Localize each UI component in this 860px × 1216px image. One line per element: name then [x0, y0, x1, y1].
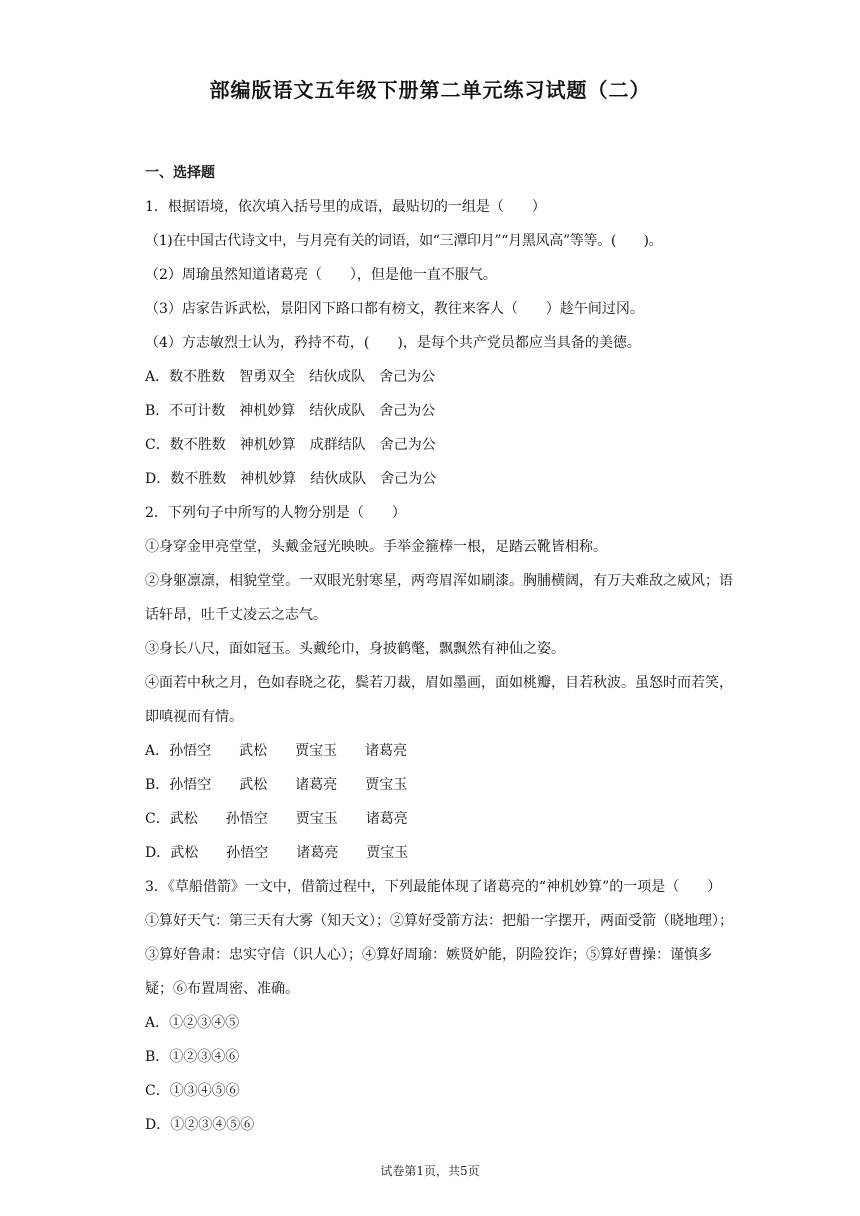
question-stem: 1．根据语境，依次填入括号里的成语，最贴切的一组是（ ）: [145, 199, 546, 215]
question-sub-item: ①算好天气：第三天有大雾（知天文）；②算好受箭方法：把船一字摆开，两面受箭（晓地理）；③算好鲁肃：忠实守信（识人心）；④算好周瑜：嫉贤妒能，阴险狡诈；⑤算好曹操：谨慎多疑；⑥布置周密、准确。: [145, 913, 733, 997]
option-b: B．①②③④⑥: [145, 1049, 240, 1065]
page-title: 部编版语文五年级下册第二单元练习试题（二）: [209, 78, 651, 102]
option-a: A．①②③④⑤: [145, 1015, 240, 1031]
page-footer: 试卷第1页，共5页: [380, 1164, 480, 1178]
question-sub-item: （4）方志敏烈士认为，矜持不苟，( )，是每个共产党员都应当具备的美德。: [145, 335, 641, 351]
exam-content: [145, 156, 735, 1142]
option-d: D．武松 孙悟空 诸葛亮 贾宝玉: [145, 845, 409, 861]
question-sub-item: （1)在中国古代诗文中，与月亮有关的词语，如“三潭印月”“月黑风高”等等。( )。: [145, 233, 663, 249]
option-c: C．数不胜数 神机妙算 成群结队 舍己为公: [145, 437, 436, 453]
question-2: [145, 496, 735, 870]
option-a: A．数不胜数 智勇双全 结伙成队 舍己为公: [145, 369, 436, 385]
option-d: D．数不胜数 神机妙算 结伙成队 舍己为公: [145, 471, 437, 487]
option-c: C．①③④⑤⑥: [145, 1083, 240, 1099]
option-a: A．孙悟空 武松 贾宝玉 诸葛亮: [145, 743, 408, 759]
question-sub-item: ①身穿金甲亮堂堂，头戴金冠光映映。手举金箍棒一根，足踏云靴皆相称。: [145, 539, 607, 555]
question-1: [145, 190, 735, 496]
question-sub-item: ③身长八尺，面如冠玉。头戴纶巾，身披鹤氅，飘飘然有神仙之姿。: [145, 641, 565, 657]
question-stem: 3．《草船借箭》一文中，借箭过程中，下列最能体现了诸葛亮的“神机妙算”的一项是（ ）: [145, 879, 722, 895]
question-3: [145, 870, 735, 1142]
option-b: B．不可计数 神机妙算 结伙成队 舍己为公: [145, 403, 436, 419]
question-stem: 2．下列句子中所写的人物分别是（ ）: [145, 505, 406, 521]
option-c: C．武松 孙悟空 贾宝玉 诸葛亮: [145, 811, 408, 827]
question-sub-item: （2）周瑜虽然知道诸葛亮（ ），但是他一直不服气。: [145, 267, 497, 283]
option-d: D．①②③④⑤⑥: [145, 1117, 255, 1133]
question-sub-item: ②身躯凛凛，相貌堂堂。一双眼光射寒星，两弯眉浑如刷漆。胸脯横阔，有万夫难敌之威风；语话轩昂，吐千丈凌云之志气。: [145, 573, 733, 623]
question-sub-item: （3）店家告诉武松，景阳冈下路口都有榜文，教往来客人（ ）趁午间过冈。: [145, 301, 644, 317]
option-b: B．孙悟空 武松 诸葛亮 贾宝玉: [145, 777, 408, 793]
question-sub-item: ④面若中秋之月，色如春晓之花，鬓若刀裁，眉如墨画，面如桃瓣，目若秋波。虽怒时而若笑，即嗔视而有情。: [145, 675, 733, 725]
section-heading: 一、选择题: [145, 165, 215, 181]
